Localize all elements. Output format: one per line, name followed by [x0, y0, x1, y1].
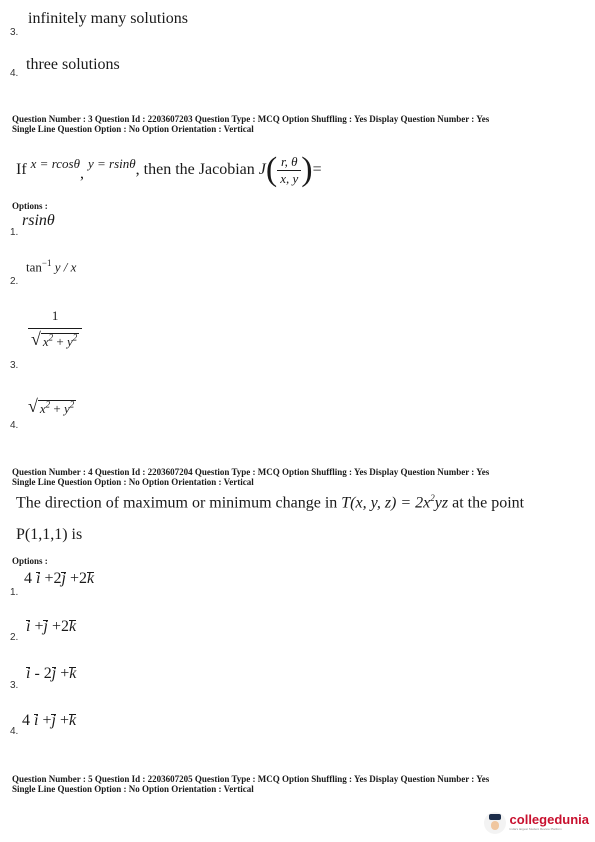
unit-vector-i: i: [34, 712, 39, 729]
collegedunia-logo: [484, 812, 589, 834]
unit-vector-j: j: [61, 570, 66, 587]
math-exponent: 2: [69, 399, 75, 410]
unit-vector-k: k: [69, 665, 77, 682]
fraction-numerator: r, θ: [277, 154, 301, 171]
student-avatar-icon: [484, 812, 506, 834]
question-stem-line2: P(1,1,1) is: [16, 526, 83, 543]
stem-text: ,: [80, 165, 84, 182]
square-root: √ $x^2 + y^2$: [31, 329, 78, 349]
math-exponent: 2: [45, 399, 51, 410]
radicand-term: x: [42, 334, 49, 349]
math-argument: y / x: [54, 259, 77, 275]
option-vector: [22, 712, 76, 730]
option-vector: [26, 618, 76, 636]
fraction-numerator: 1: [28, 308, 82, 329]
option-number: 3.: [10, 27, 19, 38]
unit-vector-k: k: [68, 712, 77, 729]
option-number: 4.: [10, 68, 19, 79]
option-math: [28, 308, 82, 350]
option-number: 4.: [10, 726, 19, 737]
stem-text: If: [16, 161, 27, 178]
radicand-term: x: [39, 401, 46, 416]
unit-vector-k: k: [86, 570, 95, 587]
vector-term: +2: [44, 570, 62, 587]
vector-coefficient: 4: [22, 712, 30, 729]
option-math: [28, 396, 76, 417]
unit-vector-i: i: [36, 570, 41, 587]
options-label: Options :: [12, 556, 48, 566]
fraction-denominator: [28, 329, 82, 350]
question-meta-line: Question Number : 4 Question Id : 2203607204 Question Type : MCQ Option Shuffling : Yes Display Question Number : Yes: [12, 467, 490, 477]
question-meta-line: Single Line Question Option : No Option Orientation : Vertical: [12, 124, 254, 134]
question-meta: [12, 114, 489, 134]
unit-vector-k: k: [68, 618, 77, 635]
option-number: 3.: [10, 680, 19, 691]
square-root: √ $x^2 + y^2$: [28, 396, 75, 416]
unit-vector-i: i: [26, 618, 31, 635]
option-math: [26, 258, 76, 275]
stem-math: T(x, y, z) = 2x: [341, 494, 431, 512]
logo-tagline: India's largest Student Review Platform: [509, 827, 562, 831]
option-text: rsinθ: [22, 212, 55, 229]
question-meta-line: Question Number : 3 Question Id : 2203607203 Question Type : MCQ Option Shuffling : Yes Display Question Number : Yes: [12, 114, 490, 124]
jacobian-symbol: J: [258, 161, 266, 178]
stem-text: at the point: [452, 494, 525, 512]
jacobian-fraction: [277, 154, 301, 187]
math-operator: +: [53, 401, 61, 416]
option-number: 2.: [10, 632, 19, 643]
radicand-term: y: [64, 401, 70, 416]
stem-math: yz: [434, 494, 449, 512]
stem-math: y = rsinθ: [88, 156, 136, 171]
vector-term: - 2: [34, 665, 52, 682]
question-stem: [16, 493, 524, 512]
vector-term: +: [42, 712, 52, 729]
question-meta-line: Single Line Question Option : No Option Orientation : Vertical: [12, 477, 254, 487]
question-meta-line: Question Number : 5 Question Id : 2203607205 Question Type : MCQ Option Shuffling : Yes Display Question Number : Yes: [12, 774, 490, 784]
question-meta: [12, 467, 489, 487]
stem-text: , then the Jacobian: [135, 161, 255, 178]
option-number: 3.: [10, 360, 19, 371]
unit-vector-i: i: [26, 665, 31, 682]
math-exponent: 2: [430, 493, 435, 503]
math-operator: +: [56, 334, 64, 349]
logo-name: collegedunia: [509, 812, 589, 827]
unit-vector-j: j: [43, 618, 48, 635]
math-exponent: −1: [41, 258, 52, 268]
vector-term: +: [59, 712, 69, 729]
question-meta: [12, 774, 489, 794]
question-stem: If x = rcosθ , y = rsinθ , then the Jacobian J ( $\frac{r, \theta}{x, y}$ ) =: [16, 151, 322, 188]
unit-vector-j: j: [51, 712, 56, 729]
math-exponent: 2: [48, 332, 54, 343]
option-vector: [26, 665, 76, 683]
option-number: 1.: [10, 587, 19, 598]
option-text: infinitely many solutions: [28, 10, 188, 27]
vector-term: +: [34, 618, 44, 635]
vector-term: +2: [51, 618, 69, 635]
vector-term: +: [60, 665, 70, 682]
fraction-denominator: x, y: [280, 170, 299, 186]
option-number: 2.: [10, 276, 19, 287]
option-vector: [24, 570, 94, 588]
option-fraction: [28, 308, 82, 350]
stem-math: x = rcosθ: [30, 156, 80, 171]
vector-term: +2: [69, 570, 87, 587]
vector-coefficient: 4: [24, 570, 32, 587]
option-text: three solutions: [26, 56, 120, 73]
math-function: tan: [26, 259, 42, 275]
options-label: Options :: [12, 201, 48, 211]
option-number: 4.: [10, 420, 19, 431]
unit-vector-j: j: [51, 665, 57, 682]
stem-text: =: [312, 161, 322, 178]
math-exponent: 2: [72, 332, 78, 343]
question-meta-line: Single Line Question Option : No Option Orientation : Vertical: [12, 784, 254, 794]
stem-text: The direction of maximum or minimum change in: [16, 494, 338, 512]
option-number: 1.: [10, 227, 19, 238]
radicand-term: y: [67, 334, 73, 349]
